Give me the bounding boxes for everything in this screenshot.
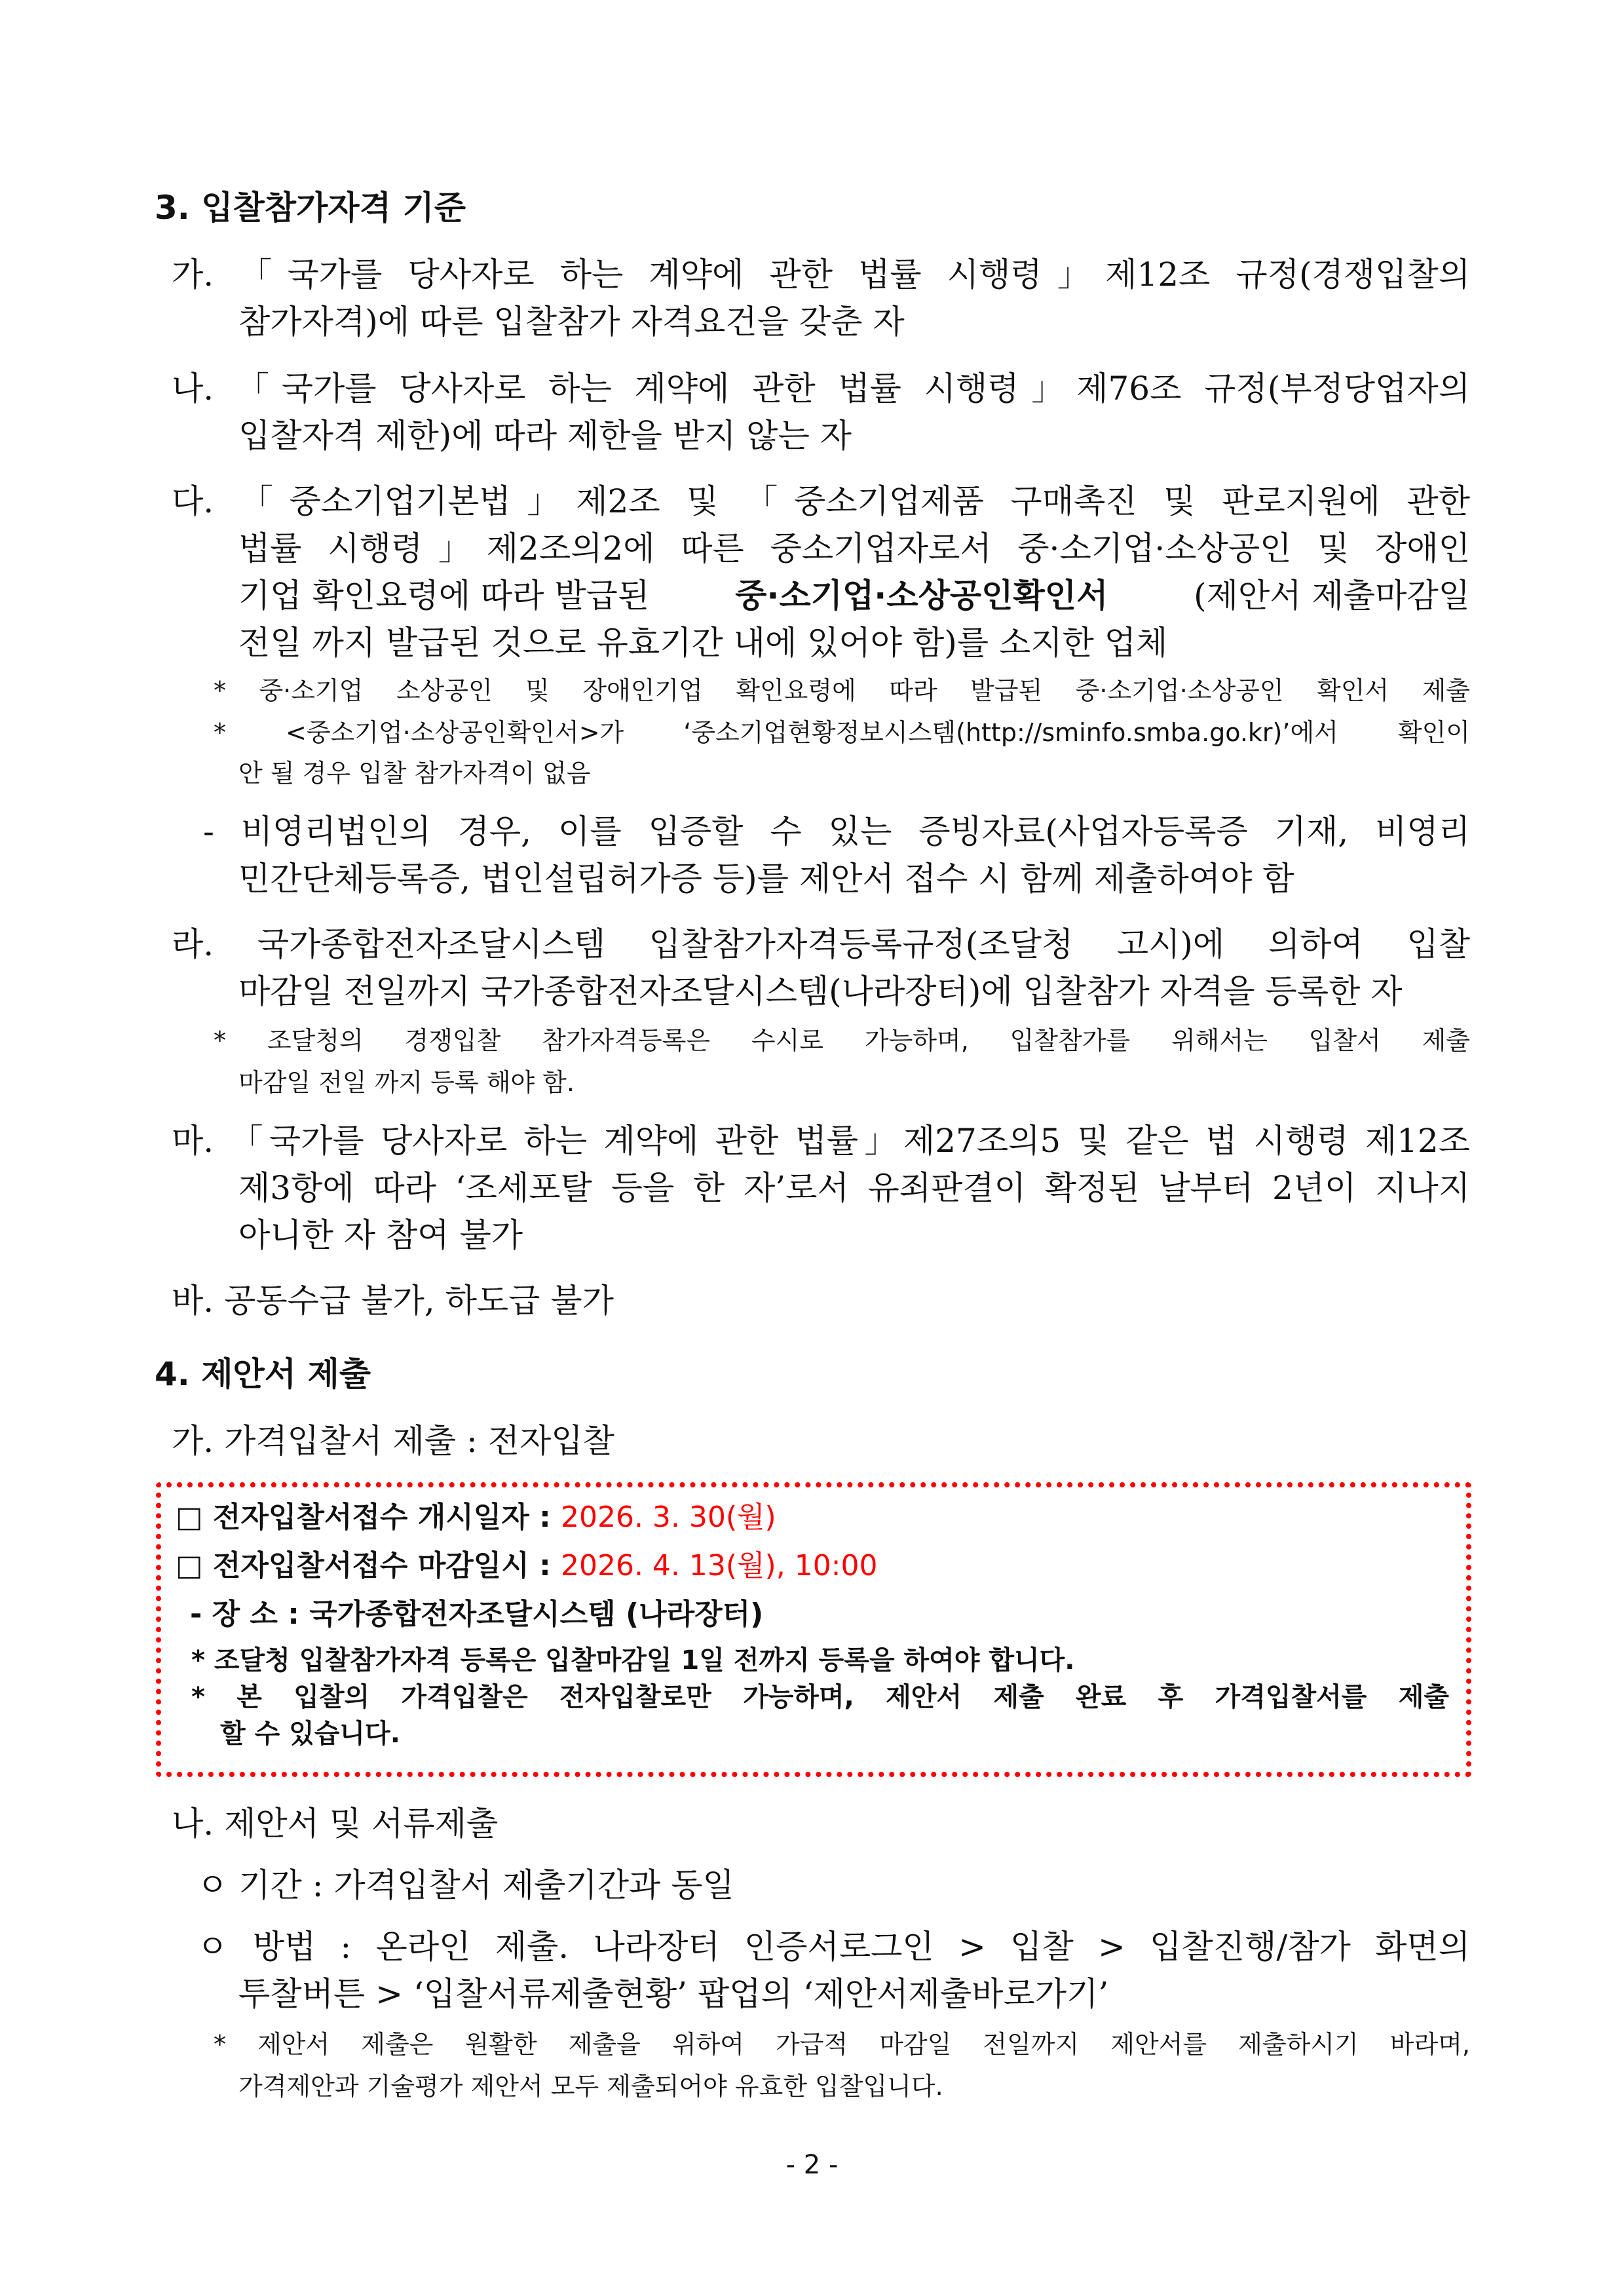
item-ra-note-line2: 마감일 전일 까지 등록 해야 함. [238, 1069, 575, 1097]
item-na-line2: 입찰자격 제한)에 따라 제한을 받지 않는 자 [238, 418, 852, 454]
item-ra-line2: 마감일 전일까지 국가종합전자조달시스템(나라장터)에 입찰참가 자격을 등록한 자 [238, 974, 1403, 1010]
section-3-title: 3. 입찰참가자격 기준 [155, 190, 466, 226]
item-da-note2-line1: * <중소기업·소상공인확인서>가 ‘중소기업현황정보시스템(http://sminfo.smba.go.kr)’에서 확인이 [214, 719, 1470, 747]
item-da-note2-line2: 안 될 경우 입찰 참가자격이 없음 [238, 760, 591, 788]
page-number: - 2 - [785, 2151, 839, 2179]
item-da-line3-pre: 기업 확인요령에 따라 발급된 [238, 578, 650, 614]
item-da-note1: * 중·소기업 소상공인 및 장애인기업 확인요령에 따라 발급된 중·소기업·소상공인 확인서 제출 [214, 678, 1470, 705]
bid-note2-line2: 할 수 있습니다. [220, 1719, 400, 1748]
item-ga-line1: 가. 「국가를 당사자로 하는 계약에 관한 법률 시행령」제12조 규정(경쟁입찰의 [172, 257, 1470, 293]
bid-close-date-value: 2026. 4. 13(월), 10:00 [560, 1550, 878, 1582]
item-ma-line3: 아니한 자 참여 불가 [238, 1217, 523, 1253]
item-ma-line1: 마. 「국가를 당사자로 하는 계약에 관한 법률」제27조의5 및 같은 법 시행령 제12조 [172, 1123, 1470, 1159]
bid-note1: * 조달청 입찰참가자격 등록은 입찰마감일 1일 전까지 등록을 하여야 합니다. [191, 1646, 1075, 1675]
bid-open-date-value: 2026. 3. 30(월) [560, 1502, 776, 1534]
item-ra-line1: 라. 국가종합전자조달시스템 입찰참가자격등록규정(조달청 고시)에 의하여 입찰 [172, 927, 1470, 963]
item-da-line4: 전일 까지 발급된 것으로 유효기간 내에 있어야 함)를 소지한 업체 [238, 625, 1168, 661]
submission-note-line2: 가격제안과 기술평가 제안서 모두 제출되어야 유효한 입찰입니다. [238, 2073, 943, 2101]
item-ra-note-line1: * 조달청의 경쟁입찰 참가자격등록은 수시로 가능하며, 입찰참가를 위해서는 입찰서 제출 [214, 1027, 1470, 1055]
bid-open-date-label: □ 전자입찰서접수 개시일자 : [176, 1502, 561, 1534]
item-ga-line2: 참가자격)에 따른 입찰참가 자격요건을 갖춘 자 [238, 304, 905, 340]
item-ba: 바. 공동수급 불가, 하도급 불가 [172, 1283, 614, 1319]
section-4-title: 4. 제안서 제출 [155, 1356, 371, 1392]
bid-open-date-row [176, 1502, 776, 1533]
item-4-na: 나. 제안서 및 서류제출 [172, 1806, 499, 1842]
sme-certificate-text: 중·소기업·소상공인확인서 [735, 578, 1108, 614]
submission-period: ㅇ 기간 : 가격입찰서 제출기간과 동일 [197, 1867, 734, 1904]
item-da-dash-line1: - 비영리법인의 경우, 이를 입증할 수 있는 증빙자료(사업자등록증 기재, 비영리 [203, 814, 1470, 850]
item-ma-line2: 제3항에 따라 ‘조세포탈 등을 한 자’로서 유죄판결이 확정된 날부터 2년이 지나지 [238, 1170, 1470, 1206]
item-4-ga: 가. 가격입찰서 제출 : 전자입찰 [172, 1423, 614, 1459]
submission-method-line1: ㅇ 방법 : 온라인 제출. 나라장터 인증서로그인 > 입찰 > 입찰진행/참가 화면의 [197, 1929, 1470, 1965]
item-da-line1: 다. 「중소기업기본법」제2조 및 「중소기업제품 구매촉진 및 판로지원에 관한 [172, 484, 1470, 520]
submission-note-line1: * 제안서 제출은 원활한 제출을 위하여 가급적 마감일 전일까지 제안서를 제출하시기 바라며, [214, 2031, 1470, 2059]
bid-place-row: - 장 소 : 국가종합전자조달시스템 (나라장터) [190, 1599, 764, 1631]
item-da-dash-line2: 민간단체등록증, 법인설립허가증 등)를 제안서 접수 시 함께 제출하여야 함 [238, 861, 1294, 897]
bid-note2-line1: * 본 입찰의 가격입찰은 전자입찰로만 가능하며, 제안서 제출 완료 후 가격입찰서를 제출 [191, 1683, 1449, 1712]
item-da-line2: 법률 시행령」제2조의2에 따른 중소기업자로서 중·소기업·소상공인 및 장애인 [238, 531, 1470, 567]
bid-close-date-label: □ 전자입찰서접수 마감일시 : [176, 1550, 561, 1582]
submission-method-line2: 투찰버튼 > ‘입찰서류제출현황’ 팝업의 ‘제안서제출바로가기’ [238, 1976, 1109, 2012]
bid-close-date-row [176, 1550, 878, 1582]
item-da-line3-post: (제안서 제출마감일 [1194, 578, 1470, 614]
item-na-line1: 나. 「국가를 당사자로 하는 계약에 관한 법률 시행령」제76조 규정(부정당업자의 [172, 371, 1470, 407]
item-da-line3 [238, 578, 1470, 614]
